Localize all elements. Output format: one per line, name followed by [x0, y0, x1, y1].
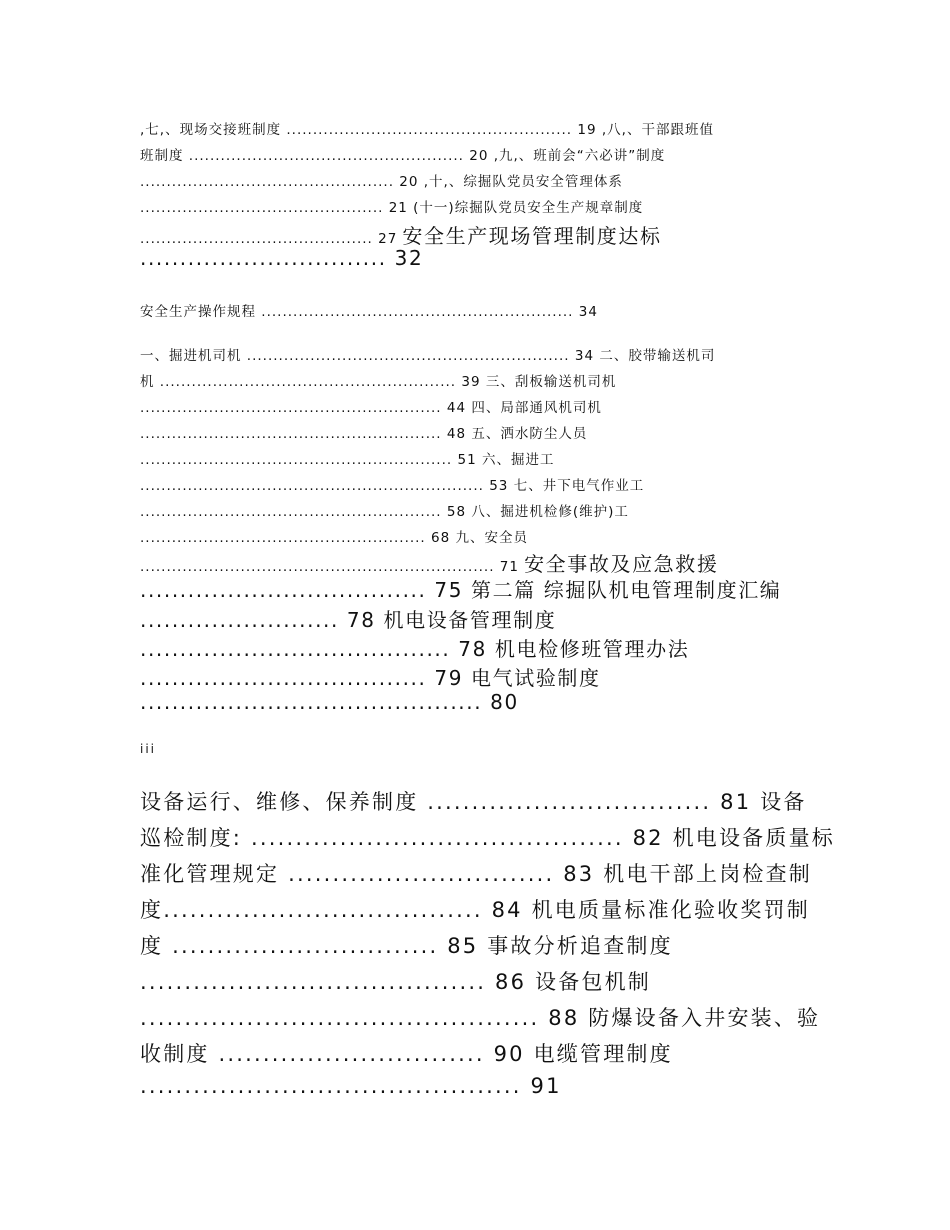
toc-line: ,七,、现场交接班制度 ...................................................... 19 ,八,、干部跟班值	[140, 122, 714, 138]
toc-heading: 安全事故及应急救援	[524, 552, 719, 576]
toc-leader: ................................................................... 71	[140, 559, 519, 575]
toc-line: 巡检制度: .......................................... 82 机电设备质量标	[140, 826, 835, 850]
toc-line: ....................................... 86 设备包机制	[140, 970, 652, 994]
toc-line: ....................................... 78 机电检修班管理办法	[140, 637, 690, 661]
toc-line: 班制度 .................................................... 20 ,九,、班前会“六必讲”制度	[140, 148, 666, 164]
toc-line: 一、掘进机司机 ............................................................. 34 二、胶带输送机司	[140, 348, 716, 364]
toc-line: ......................................................... 58 八、掘进机检修(维护)工	[140, 504, 629, 520]
toc-line: ......................................................... 48 五、洒水防尘人员	[140, 426, 588, 442]
toc-line-mixed	[140, 548, 718, 577]
toc-heading: 安全生产现场管理制度达标	[402, 224, 662, 248]
toc-line: ......................... 78 机电设备管理制度	[140, 608, 557, 632]
toc-line: ............................................. 88 防爆设备入井安装、验	[140, 1006, 821, 1030]
toc-line: ................................................ 20 ,十,、综掘队党员安全管理体系	[140, 174, 623, 190]
page-number: iii	[140, 742, 157, 756]
toc-line: 安全生产操作规程 ........................................................... 34	[140, 304, 598, 320]
toc-leader: ............................................ 27	[140, 231, 398, 247]
toc-line-mixed	[140, 220, 662, 249]
toc-line: .................................... 79 电气试验制度	[140, 666, 601, 690]
toc-line: ............................... 32	[140, 246, 424, 270]
toc-line: ................................................................. 53 七、井下电气作业工	[140, 478, 645, 494]
toc-line: .................................... 75 第二篇 综掘队机电管理制度汇编	[140, 578, 782, 602]
toc-line: ......................................................... 44 四、局部通风机司机	[140, 400, 602, 416]
toc-line: 度.................................... 84 机电质量标准化验收奖罚制	[140, 898, 810, 922]
toc-line: 收制度 .............................. 90 电缆管理制度	[140, 1042, 673, 1066]
toc-line: 准化管理规定 .............................. 83 机电干部上岗检查制	[140, 862, 813, 886]
toc-line: 设备运行、维修、保养制度 ................................ 81 设备	[140, 790, 807, 814]
toc-line: 度 .............................. 85 事故分析追查制度	[140, 934, 673, 958]
toc-line: ........................................... 80	[140, 690, 519, 714]
toc-line: ........................................................... 51 六、掘进工	[140, 452, 555, 468]
toc-line: .............................................. 21 (十一)综掘队党员安全生产规章制度	[140, 200, 644, 216]
toc-line: ........................................... 91	[140, 1074, 562, 1098]
toc-line: 机 ........................................................ 39 三、刮板输送机司机	[140, 374, 617, 390]
toc-line: ...................................................... 68 九、安全员	[140, 530, 528, 546]
